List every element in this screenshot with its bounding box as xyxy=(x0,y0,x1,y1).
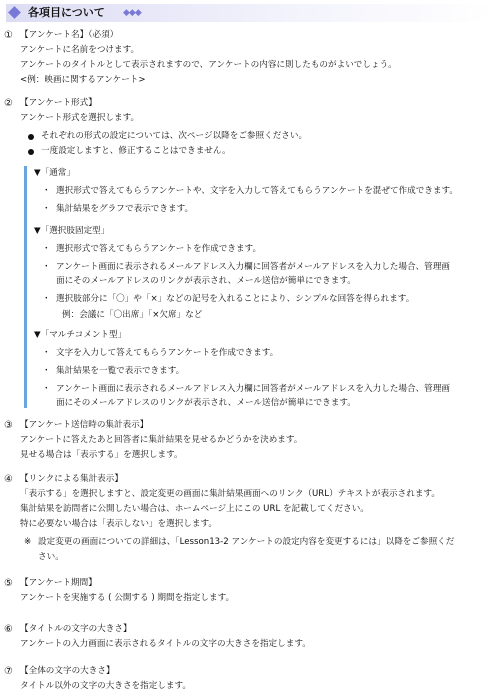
group-label-normal: ▼「通常」 xyxy=(34,168,75,178)
diamond-icon xyxy=(8,6,21,19)
body-line: 集計結果を訪問者に公開したい場合は、ホームページ上にこの URL を記載してください。 xyxy=(20,504,369,514)
item-text: 面にそのメールアドレスのリンクが表示され、メール送信が簡単にできます。 xyxy=(56,398,356,408)
example-note: 例：会議に「〇出席」「×欠席」など xyxy=(62,310,203,320)
section-heading: 【アンケート名】（必須） xyxy=(20,30,119,40)
bullet-mark: ・ xyxy=(42,244,51,254)
body-line: アンケートに名前をつけます。 xyxy=(20,45,140,55)
note-line: 設定変更の画面についての詳細は、「Lesson13-2 アンケートの設定内容を変更するには」以降をご参照くだ xyxy=(38,537,455,547)
section-body xyxy=(20,111,139,126)
bullet-mark: ・ xyxy=(42,348,51,358)
section-body xyxy=(20,433,302,463)
body-line: 特に必要ない場合は「表示しない」を選択します。 xyxy=(20,519,217,529)
section-number: ④ xyxy=(4,474,13,485)
body-line: 「表示する」を選択しますと、設定変更の画面に集計結果画面へのリンク（URL）テキストが表示されます。 xyxy=(20,489,440,499)
item-text: 集計結果をグラフで表示できます。 xyxy=(56,204,194,214)
bullet-mark: ・ xyxy=(42,294,51,304)
note-line: さい。 xyxy=(38,552,64,562)
section-number: ② xyxy=(4,98,13,109)
bullet-mark: ・ xyxy=(42,366,51,376)
section-6 xyxy=(4,622,496,652)
item-text: 選択形式で答えてもらうアンケートや、文字を入力して答えてもらうアンケートを混ぜて作成できます。 xyxy=(56,186,459,196)
section-7 xyxy=(4,664,496,694)
diamond-dots-icon: ◆◆◆ xyxy=(123,8,141,18)
header-title: 各項目について xyxy=(28,6,105,19)
item-text: アンケート画面に表示されるメールアドレス入力欄に回答者がメールアドレスを入力した場合、管理画 xyxy=(56,384,450,394)
body-line: 見せる場合は「表示する」を選択します。 xyxy=(20,450,183,460)
section-heading: 【全体の文字の大きさ】 xyxy=(20,666,115,676)
bullet-mark: ・ xyxy=(42,204,51,214)
section-2 xyxy=(4,96,496,160)
box-accent-bar xyxy=(24,166,27,408)
item-text: アンケート画面に表示されるメールアドレス入力欄に回答者がメールアドレスを入力した場合、管理画 xyxy=(56,262,450,272)
bullet-text: 一度設定しますと、修正することはできません。 xyxy=(41,146,231,156)
group-label-multi-comment: ▼「マルチコメント型」 xyxy=(34,330,127,340)
section-number: ① xyxy=(4,30,13,41)
body-line: アンケートの入力画面に表示されるタイトルの文字の大きさを指定します。 xyxy=(20,639,311,649)
body-line: アンケート形式を選択します。 xyxy=(20,113,140,123)
group-label-fixed-choice: ▼「選択肢固定型」 xyxy=(34,226,110,236)
item-text: 面にそのメールアドレスのリンクが表示され、メール送信が簡単にできます。 xyxy=(56,276,356,286)
section-body xyxy=(20,637,311,652)
section-heading: 【タイトルの文字の大きさ】 xyxy=(20,624,132,634)
section-body xyxy=(20,591,234,606)
bullet-dot-icon xyxy=(28,134,34,140)
section-1 xyxy=(4,28,496,88)
note-mark: ※ xyxy=(24,537,32,547)
section-body xyxy=(20,679,191,694)
section-body xyxy=(20,487,440,532)
section-number: ③ xyxy=(4,420,13,431)
section-3 xyxy=(4,418,496,463)
section-number: ⑥ xyxy=(4,624,13,635)
section-heading: 【アンケート送信時の集計表示】 xyxy=(20,420,149,430)
bullet-mark: ・ xyxy=(42,186,51,196)
bullet-mark: ・ xyxy=(42,384,51,394)
section-number: ⑤ xyxy=(4,578,13,589)
item-text: 文字を入力して答えてもらうアンケートを作成できます。 xyxy=(56,348,279,358)
form-types-box xyxy=(24,166,494,408)
body-line: アンケートを実施する ( 公開する ) 期間を指定します。 xyxy=(20,593,235,603)
section-heading: 【リンクによる集計表示】 xyxy=(20,474,123,484)
section-number: ⑦ xyxy=(4,666,13,677)
item-text: 選択肢部分に「〇」や「×」などの記号を入れることにより、シンプルな回答を得られます。 xyxy=(56,294,415,304)
item-text: 選択形式で答えてもらうアンケートを作成できます。 xyxy=(56,244,262,254)
section-header xyxy=(6,4,494,22)
bullet-dot-icon xyxy=(28,149,34,155)
body-line: アンケートのタイトルとして表示されますので、アンケートの内容に則したものがよいでしょう。 xyxy=(20,60,397,70)
bullet-text: それぞれの形式の設定については、次ページ以降をご参照ください。 xyxy=(41,131,308,141)
body-line: タイトル以外の文字の大きさを指定します。 xyxy=(20,681,192,691)
body-line: アンケートに答えたあと回答者に集計結果を見せるかどうかを決めます。 xyxy=(20,435,303,445)
section-5 xyxy=(4,576,496,606)
section-4 xyxy=(4,472,496,567)
body-line: <例：映画に関するアンケート> xyxy=(20,75,146,85)
section-heading: 【アンケート形式】 xyxy=(20,98,97,108)
section-heading: 【アンケート期間】 xyxy=(20,578,97,588)
section-body xyxy=(20,43,397,88)
bullet-mark: ・ xyxy=(42,262,51,272)
item-text: 集計結果を一覧で表示できます。 xyxy=(56,366,185,376)
